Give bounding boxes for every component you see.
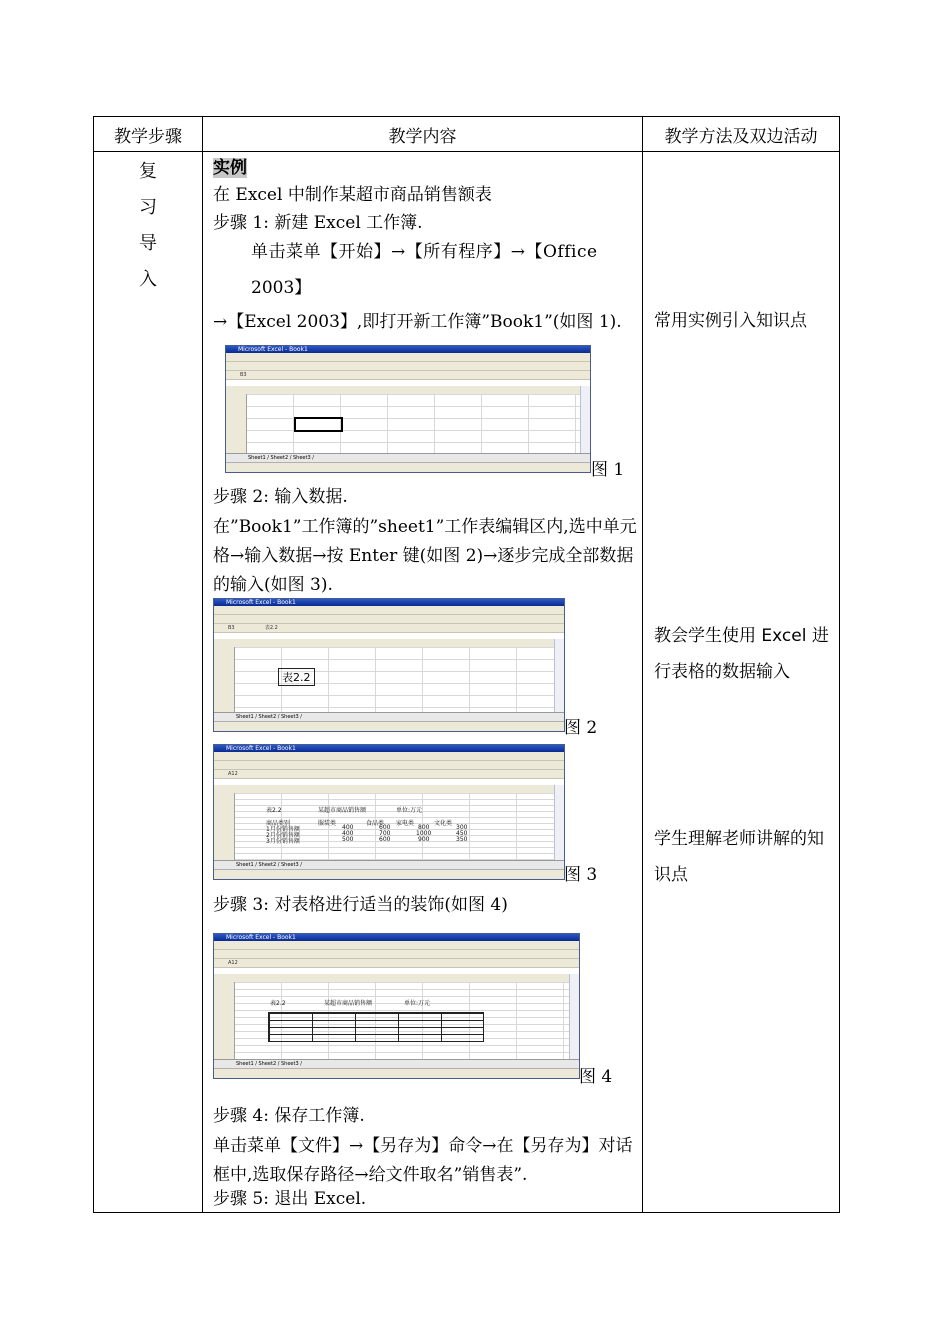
fig1-status-bar — [226, 462, 590, 472]
step1-line1: 单击菜单【开始】→【所有程序】→【Office — [251, 242, 598, 262]
fig3-scrollbar — [554, 785, 564, 861]
fig3-r3c2: 600 — [379, 836, 391, 843]
fig4-namebox: A12 — [214, 959, 579, 968]
fig1-titlebar: Microsoft Excel - Book1 — [226, 346, 590, 353]
step2-title: 步骤 2: 输入数据. — [213, 487, 348, 507]
header-methods: 教学方法及双边活动 — [643, 117, 840, 152]
fig3-table-name: 某超市商品销售额 — [318, 807, 367, 814]
methods-column — [643, 152, 840, 1213]
fig3-col-4: 文化类 — [434, 820, 453, 827]
fig3-r2c2: 700 — [379, 830, 391, 837]
fig4-bordered-table — [268, 1012, 484, 1042]
fig3-table-title: 表2.2 — [266, 807, 282, 814]
step2-paragraph: 在”Book1”工作簿的”sheet1”工作表编辑区内,选中单元格→输入数据→按 Enter 键(如图 2)→逐步完成全部数据的输入(如图 3). — [213, 517, 637, 595]
fig4-table-name: 某超市商品销售额 — [324, 1000, 373, 1007]
fig3-titlebar: Microsoft Excel - Book1 — [214, 745, 564, 752]
figure-3-caption: 图 3 — [564, 865, 598, 885]
fig3-r3c4: 350 — [456, 836, 468, 843]
fig3-r3c1: 500 — [342, 836, 354, 843]
step-char: 习 — [139, 197, 157, 218]
figure-4-caption: 图 4 — [579, 1067, 613, 1087]
figure-2-caption: 图 2 — [564, 718, 598, 738]
fig1-sheet-tabs: Sheet1 / Sheet2 / Sheet3 / — [226, 453, 590, 463]
fig2-titlebar: Microsoft Excel - Book1 — [214, 599, 564, 606]
fig4-sheet-tabs: Sheet1 / Sheet2 / Sheet3 / — [214, 1059, 579, 1069]
fig1-toolbar — [226, 362, 590, 371]
step5-title: 步骤 5: 退出 Excel. — [213, 1189, 367, 1209]
fig2-sheet-tabs: Sheet1 / Sheet2 / Sheet3 / — [214, 712, 564, 722]
fig3-r1c4: 300 — [456, 824, 468, 831]
step-char: 入 — [139, 269, 157, 290]
fig3-sheet-tabs: Sheet1 / Sheet2 / Sheet3 / — [214, 860, 564, 870]
step4-paragraph: 单击菜单【文件】→【另存为】命令→在【另存为】对话框中,选取保存路径→给文件取名”销售表”. — [213, 1136, 633, 1185]
fig4-titlebar: Microsoft Excel - Book1 — [214, 934, 579, 941]
fig2-scrollbar — [554, 639, 564, 713]
method-3: 学生理解老师讲解的知识点 — [654, 829, 824, 885]
fig3-col-0: 商品类别 — [266, 820, 291, 827]
fig4-menubar — [214, 941, 579, 950]
fig3-r2c1: 400 — [342, 830, 354, 837]
fig3-r2c0: 2月份销售额 — [266, 832, 300, 839]
fig3-r1c1: 400 — [342, 824, 354, 831]
method-2: 教会学生使用 Excel 进行表格的数据输入 — [654, 626, 829, 682]
figure-2-screenshot — [213, 598, 565, 732]
fig3-toolbar — [214, 761, 564, 770]
fig1-namebox: B3 — [226, 371, 590, 380]
fig3-r2c4: 450 — [456, 830, 468, 837]
step-column — [94, 152, 203, 1213]
fig3-col-2: 食品类 — [366, 820, 385, 827]
fig3-r3c3: 900 — [418, 836, 430, 843]
step3-title: 步骤 3: 对表格进行适当的装饰(如图 4) — [213, 895, 508, 915]
fig4-unit: 单位:万元 — [404, 1000, 431, 1007]
step1-title: 步骤 1: 新建 Excel 工作簿. — [213, 213, 423, 233]
step1-line3: →【Excel 2003】,即打开新工作簿”Book1”(如图 1). — [213, 312, 622, 332]
intro-text: 在 Excel 中制作某超市商品销售额表 — [213, 185, 492, 205]
body-row — [94, 152, 840, 1213]
fig3-status-bar — [214, 869, 564, 879]
fig1-selected-cell — [294, 417, 343, 432]
figure-1-screenshot — [225, 345, 591, 473]
fig1-menubar — [226, 353, 590, 362]
fig2-formula-bar — [214, 624, 564, 633]
lesson-plan-table — [93, 116, 840, 1213]
fig2-cell-text: 表2.2 — [278, 668, 315, 686]
step-char: 复 — [139, 161, 157, 182]
fig3-r3c0: 3月份销售额 — [266, 838, 300, 845]
fig4-scrollbar — [569, 974, 579, 1060]
fig2-formula: 表2.2 — [264, 625, 278, 631]
fig2-menubar — [214, 606, 564, 615]
example-heading: 实例 — [213, 158, 247, 178]
header-content: 教学内容 — [203, 117, 643, 152]
fig2-namebox: B3 — [228, 625, 235, 631]
figure-4-screenshot — [213, 933, 580, 1079]
fig3-r2c3: 1000 — [416, 830, 432, 837]
fig3-r1c2: 600 — [379, 824, 391, 831]
fig4-row-headers — [214, 982, 235, 1060]
fig3-col-3: 家电类 — [396, 820, 415, 827]
header-steps: 教学步骤 — [94, 117, 203, 152]
fig4-status-bar — [214, 1068, 579, 1078]
content-column — [203, 152, 643, 1213]
fig3-col-1: 服装类 — [318, 820, 337, 827]
method-1: 常用实例引入知识点 — [654, 311, 807, 331]
fig4-table-title: 表2.2 — [270, 1000, 286, 1007]
step1-line2: 2003】 — [251, 278, 312, 298]
figure-3-screenshot — [213, 744, 565, 880]
fig2-toolbar — [214, 615, 564, 624]
figure-1-caption: 图 1 — [591, 460, 625, 480]
step4-title: 步骤 4: 保存工作簿. — [213, 1106, 365, 1126]
fig1-scrollbar — [580, 386, 590, 454]
fig3-r1c3: 800 — [418, 824, 430, 831]
step-char: 导 — [139, 233, 157, 254]
fig3-unit: 单位:万元 — [396, 807, 423, 814]
fig3-row-headers — [214, 793, 235, 861]
fig4-toolbar — [214, 950, 579, 959]
fig1-row-headers — [226, 394, 247, 454]
fig2-status-bar — [214, 721, 564, 731]
fig2-row-headers — [214, 647, 235, 713]
fig3-namebox: A12 — [214, 770, 564, 779]
header-row — [94, 117, 840, 152]
fig3-r1c0: 1月份销售额 — [266, 826, 300, 833]
fig3-menubar — [214, 752, 564, 761]
